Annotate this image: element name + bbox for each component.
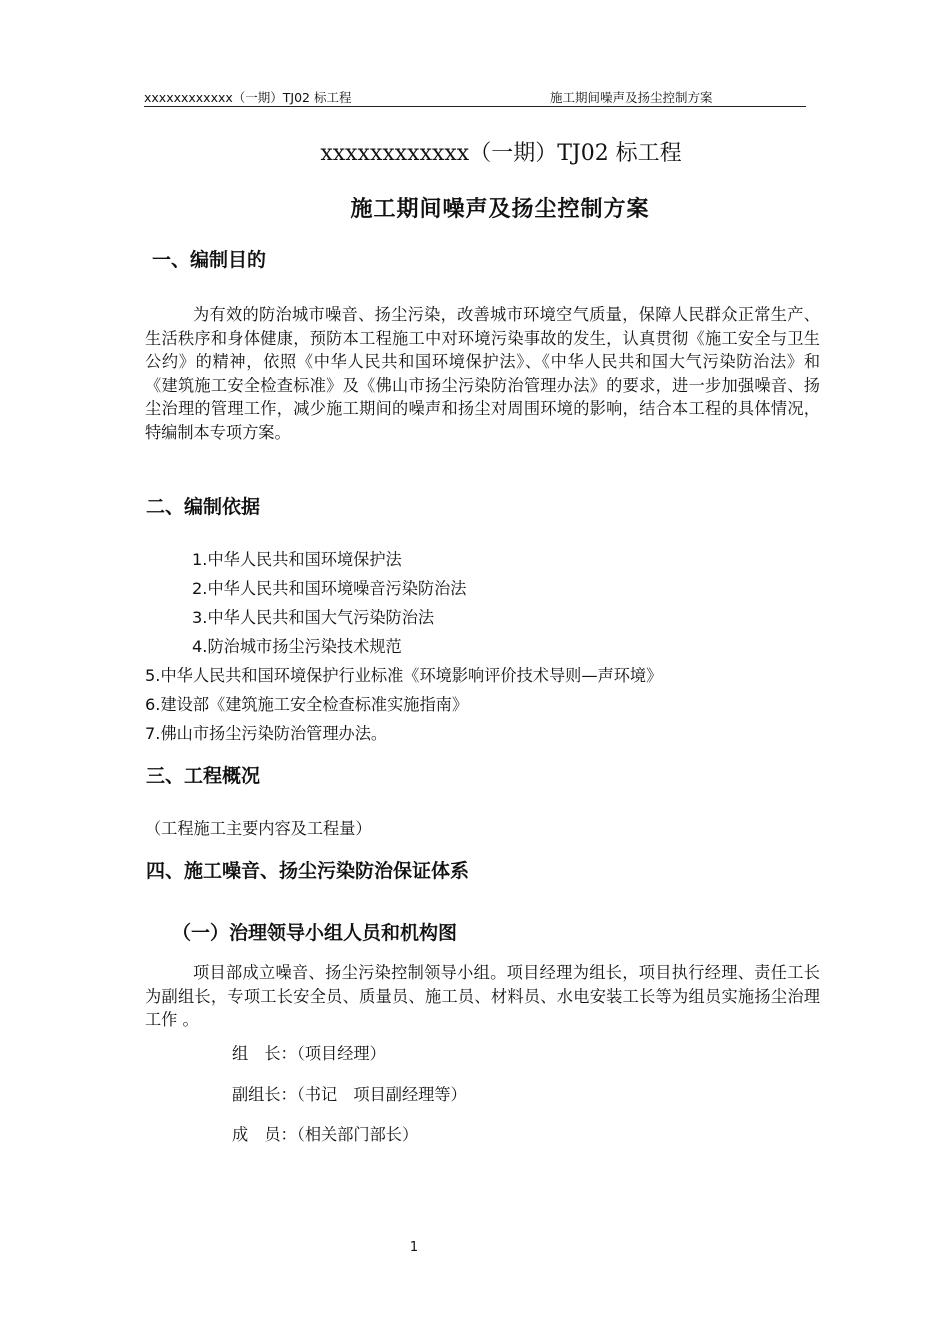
basis-item-3: 3.中华人民共和国大气污染防治法 bbox=[192, 608, 435, 627]
basis-item-1: 1.中华人民共和国环境保护法 bbox=[192, 550, 402, 569]
basis-item-7: 7.佛山市扬尘污染防治管理办法。 bbox=[145, 724, 388, 743]
role-deputy: 副组长：（书记 项目副经理等） bbox=[232, 1085, 467, 1104]
document-title: 施工期间噪声及扬尘控制方案 bbox=[350, 197, 650, 222]
subsection-1-paragraph: 项目部成立噪音、扬尘污染控制领导小组。项目经理为组长，项目执行经理、责任工长为副组长，专项工长安全员、质量员、施工员、材料员、水电安装工长等为组员实施扬尘治理工作 。 bbox=[145, 963, 820, 1029]
role-member: 成 员：（相关部门部长） bbox=[232, 1125, 419, 1144]
basis-item-5: 5.中华人民共和国环境保护行业标准《环境影响评价技术导则—声环境》 bbox=[145, 666, 663, 685]
section-1-paragraph: 为有效的防治城市噪音、扬尘污染，改善城市环境空气质量，保障人民群众正常生产、生活秩序和身体健康，预防本工程施工中对环境污染事故的发生，认真贯彻《施工安全与卫生公约》的精神，依照《中华人民共和国环境保护法》、《中华人民共和国大气污染防治法》和《建筑施工安全检查标准》及《佛山市扬尘污染防治管理办法》的要求，进一步加强噪音、扬尘治理的管理工作，减少施工期间的噪声和扬尘对周围环境的影响，结合本工程的具体情况，特编制本专项方案。 bbox=[145, 305, 820, 442]
section-4-heading: 四、施工噪音、扬尘污染防治保证体系 bbox=[146, 860, 470, 882]
subsection-1-body bbox=[145, 961, 820, 1032]
section-1-heading: 一、编制目的 bbox=[152, 249, 267, 271]
basis-item-4: 4.防治城市扬尘污染技术规范 bbox=[192, 637, 402, 656]
section-3-body: （工程施工主要内容及工程量） bbox=[145, 819, 372, 838]
subsection-1-heading: （一）治理领导小组人员和机构图 bbox=[172, 922, 458, 944]
basis-item-2: 2.中华人民共和国环境噪音污染防治法 bbox=[192, 579, 467, 598]
section-1-body bbox=[145, 303, 820, 444]
header-right: 施工期间噪声及扬尘控制方案 bbox=[550, 90, 713, 105]
section-2-heading: 二、编制依据 bbox=[146, 496, 261, 518]
header-rule bbox=[144, 106, 806, 107]
section-3-heading: 三、工程概况 bbox=[146, 765, 261, 787]
basis-item-6: 6.建设部《建筑施工安全检查标准实施指南》 bbox=[145, 695, 469, 714]
project-title: xxxxxxxxxxxx（一期）TJ02 标工程 bbox=[320, 141, 682, 166]
role-leader: 组 长：（项目经理） bbox=[232, 1044, 386, 1063]
page-number: 1 bbox=[409, 1240, 419, 1255]
header-left: xxxxxxxxxxxx（一期）TJ02 标工程 bbox=[144, 90, 352, 105]
